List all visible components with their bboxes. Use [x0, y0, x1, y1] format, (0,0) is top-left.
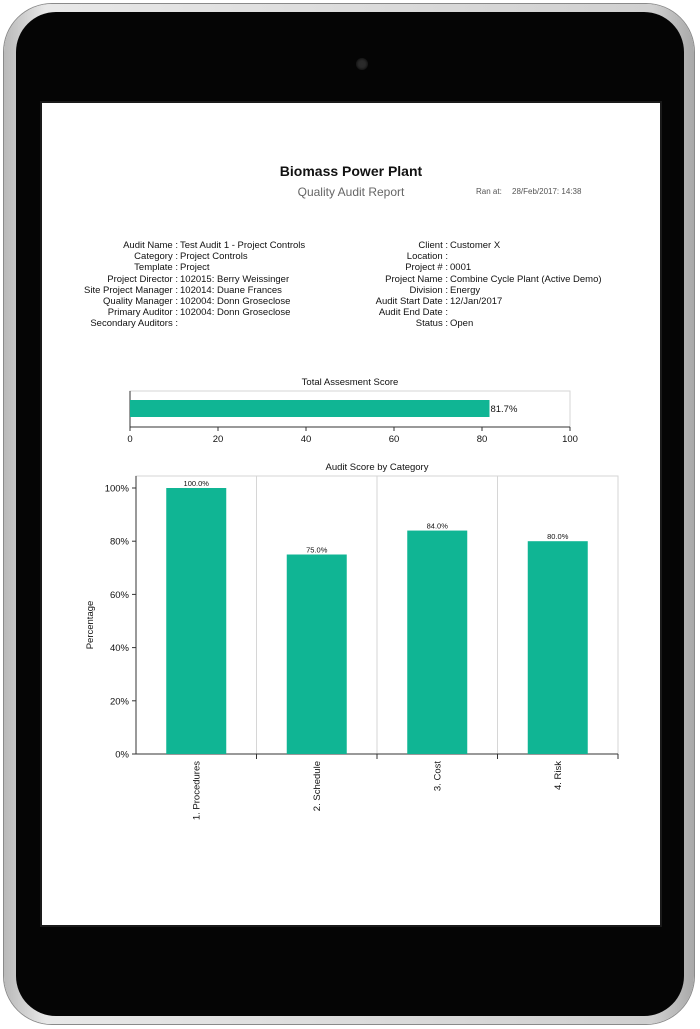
detail-label: Project # :	[405, 262, 448, 274]
x-tick-label: 80	[476, 434, 488, 445]
x-tick-label: 40	[300, 434, 312, 445]
x-tick-label: 4. Risk	[552, 761, 564, 791]
y-tick-label: 60%	[109, 589, 129, 601]
category-bar	[287, 555, 347, 755]
detail-label: Location :	[406, 251, 448, 263]
detail-value: 102004: Donn Groseclose	[180, 296, 291, 307]
detail-value: 102004: Donn Groseclose	[180, 307, 291, 319]
detail-label: Secondary Auditors :	[90, 318, 178, 330]
bar-value-label: 75.0%	[306, 545, 328, 555]
x-tick-label: 100	[562, 434, 578, 445]
chart-title: Audit Score by Category	[325, 462, 429, 473]
bar-value-label: 84.0%	[426, 521, 448, 531]
detail-label: Audit Start Date :	[375, 296, 448, 307]
detail-label: Audit End Date :	[378, 307, 448, 319]
detail-value: Project Controls	[180, 251, 248, 263]
total-score-label: 81.7%	[490, 404, 518, 415]
category-score-chart	[42, 459, 660, 829]
detail-value: 0001	[450, 262, 472, 274]
detail-label: Quality Manager :	[103, 296, 178, 307]
detail-label: Category :	[134, 251, 178, 263]
x-tick-label: 20	[212, 434, 224, 445]
detail-label: Division :	[409, 284, 448, 296]
y-tick-label: 100%	[104, 483, 129, 495]
detail-label: Client :	[418, 240, 448, 251]
category-bar	[166, 488, 226, 754]
total-score-bar	[130, 400, 489, 417]
y-tick-label: 40%	[109, 643, 129, 655]
detail-label: Project Name :	[385, 273, 448, 285]
detail-value: Test Audit 1 - Project Controls	[180, 240, 306, 251]
detail-value: Open	[450, 318, 474, 330]
detail-value: Customer X	[450, 240, 501, 251]
y-tick-label: 80%	[109, 536, 129, 548]
category-bar	[528, 541, 588, 754]
detail-value: Project	[180, 262, 210, 274]
bar-value-label: 100.0%	[183, 479, 209, 488]
bar-value-label: 80.0%	[547, 532, 569, 542]
detail-label: Primary Auditor :	[107, 307, 178, 319]
detail-value: Combine Cycle Plant (Active Demo)	[450, 273, 602, 285]
detail-value: 12/Jan/2017	[450, 296, 503, 307]
detail-label: Audit Name :	[123, 240, 178, 251]
y-axis-title: Percentage	[85, 600, 96, 650]
camera-icon	[356, 58, 368, 70]
total-assessment-chart	[42, 373, 660, 453]
detail-label: Project Director :	[107, 273, 178, 285]
category-bar	[407, 531, 467, 754]
x-tick-label: 0	[127, 434, 133, 445]
report-screen	[40, 101, 662, 927]
detail-value: 102014: Duane Frances	[180, 284, 282, 296]
x-tick-label: 1. Procedures	[191, 761, 203, 821]
x-tick-label: 60	[388, 434, 400, 445]
detail-label: Template :	[134, 262, 178, 274]
y-tick-label: 0%	[115, 749, 129, 761]
x-tick-label: 2. Schedule	[311, 761, 323, 812]
detail-value: 102015: Berry Weissinger	[180, 273, 290, 285]
y-tick-label: 20%	[109, 696, 129, 708]
detail-label: Status :	[415, 318, 448, 330]
chart-title: Total Assesment Score	[301, 377, 399, 388]
report-title: Biomass Power Plant	[279, 163, 423, 179]
detail-label: Site Project Manager :	[84, 284, 178, 296]
report-subtitle: Quality Audit Report	[297, 185, 405, 199]
ran-at-value: 28/Feb/2017: 14:38	[512, 187, 582, 196]
x-tick-label: 3. Cost	[432, 761, 444, 792]
detail-value: Energy	[450, 284, 481, 296]
ran-at-label: Ran at:	[476, 187, 502, 196]
